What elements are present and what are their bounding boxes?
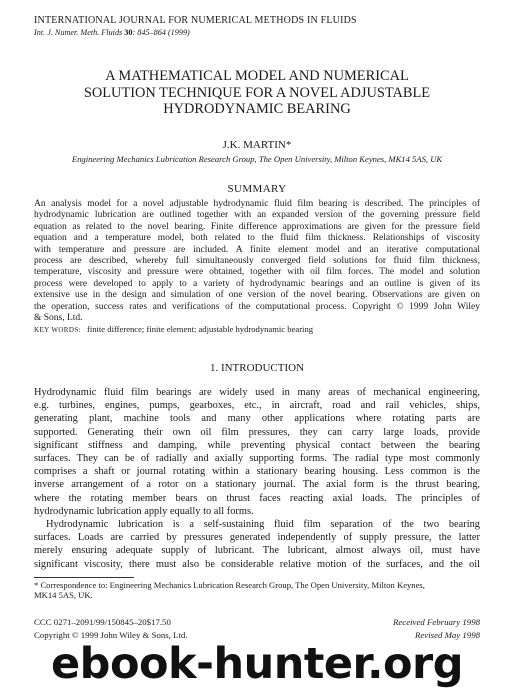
citation-line	[34, 28, 190, 37]
body-line: significant viscosity, there must also be considerable relative motion of the surfaces, and the oil	[34, 558, 480, 570]
abstract-line: equation and a temperature model, both related to the fluid film thickness. Relationships of viscosity	[34, 233, 480, 244]
ccc-code: CCC 0271–2091/99/150845–20$17.50	[34, 617, 171, 627]
abstract-line: process were developed to apply to a variety of hydrodynamic bearings and an outline is given of its	[34, 278, 480, 289]
abstract-line: equation as related to the novel bearing. Finite difference approximations are given for the pressure field	[34, 221, 480, 232]
citation-prefix: Int. J. Numer. Meth. Fluids	[34, 28, 123, 37]
abstract-line: the operation, success rates and verifications of the computational process. Copyright © 1999 John Wiley	[34, 301, 480, 312]
summary-heading: SUMMARY	[227, 183, 287, 195]
paper-title	[40, 68, 474, 118]
abstract-line: & Sons, Ltd.	[34, 313, 83, 324]
abstract-line: extensive use in the design and simulation of one version of the novel bearing. Observations are given on	[34, 290, 480, 301]
body-line: e.g. turbines, engines, pumps, gearboxes, etc., in aircraft, road and rail vehicles, ships,	[34, 400, 480, 412]
body-line: generating plant, machine tools and many other applications where rotating parts are	[34, 413, 480, 425]
revised-date: Revised May 1998	[415, 630, 480, 640]
body-line: surfaces. Loads are carried by pressures generated independently of supply pressure, the latter	[34, 532, 480, 544]
title-line: HYDRODYNAMIC BEARING	[163, 101, 351, 117]
body-line: where the rotating member bears on thrust faces reacting axial loads. The principles of	[34, 492, 480, 504]
footnote-rule	[34, 577, 134, 578]
body-line: significant stiffness and damping, while preventing physical contact between the bearing	[34, 439, 480, 451]
received-date: Received February 1998	[393, 617, 480, 627]
title-line: SOLUTION TECHNIQUE FOR A NOVEL ADJUSTABLE	[83, 84, 431, 101]
body-line: surfaces. They can be of radially and axially supporting forms. The radial type most commonly	[34, 453, 480, 465]
body-line: Hydrodynamic lubrication is a self-sustaining fluid film separation of the two bearing	[46, 519, 480, 531]
keywords-text: finite difference; finite element; adjustable hydrodynamic bearing	[86, 324, 314, 334]
footnote-line: * Correspondence to: Engineering Mechanics Lubrication Research Group, The Open University, Milton Keynes,	[34, 580, 425, 590]
copyright-notice: Copyright © 1999 John Wiley & Sons, Ltd.	[34, 630, 188, 640]
keywords-label: KEY WORDS:	[34, 326, 81, 334]
title-line: A MATHEMATICAL MODEL AND NUMERICAL	[105, 68, 409, 84]
section-heading: 1. INTRODUCTION	[209, 362, 305, 374]
body-line: hydrodynamic lubrication apply equally to all forms.	[34, 505, 254, 517]
body-text	[34, 386, 480, 571]
citation-volume: 30	[124, 28, 133, 37]
footnote	[34, 580, 480, 601]
abstract-line: hydrodynamic lubrication are outlined together with an expanded version of the governing pressure field	[34, 210, 480, 221]
body-line: merely ensuring adequate supply of lubricant. The lubricant, almost always oil, must have	[34, 545, 480, 557]
body-line: supported. Generating their own oil film pressures, they can carry large loads, provide	[34, 426, 480, 438]
abstract-line: An analysis model for a novel adjustable hydrodynamic fluid film bearing is described. The principles of	[34, 199, 480, 209]
body-line: inverse arrangement of a rotor on a stationary journal. The axial form is the thrust bearing,	[34, 479, 480, 491]
abstract-line: temperature, viscosity and pressure were obtained, together with oil film forces. The model and solution	[34, 267, 480, 278]
author-name: J.K. MARTIN*	[222, 139, 292, 151]
watermark-logo: ebook-hunter.org	[51, 639, 463, 689]
body-line: Hydrodynamic fluid film bearings are widely used in many areas of mechanical engineering,	[34, 387, 480, 398]
abstract-line: process are described, whereby full simultaneously converged field solutions for fluid film thickness,	[34, 256, 480, 267]
citation-pages: : 845–864 (1999)	[132, 28, 190, 37]
keywords	[34, 324, 313, 334]
abstract-line: with temperature and pressure are included. A finite element model and an iterative computational	[34, 244, 480, 255]
abstract	[34, 199, 480, 324]
body-line: comprises a shaft or journal rotating within a stationary bearing housing. Less common is the	[34, 466, 480, 478]
journal-name: INTERNATIONAL JOURNAL FOR NUMERICAL METHODS IN FLUIDS	[34, 15, 357, 26]
author-affiliation: Engineering Mechanics Lubrication Research Group, The Open University, Milton Keynes, MK14 5AS, UK	[71, 154, 443, 164]
footnote-line: MK14 5AS, UK.	[34, 590, 93, 601]
